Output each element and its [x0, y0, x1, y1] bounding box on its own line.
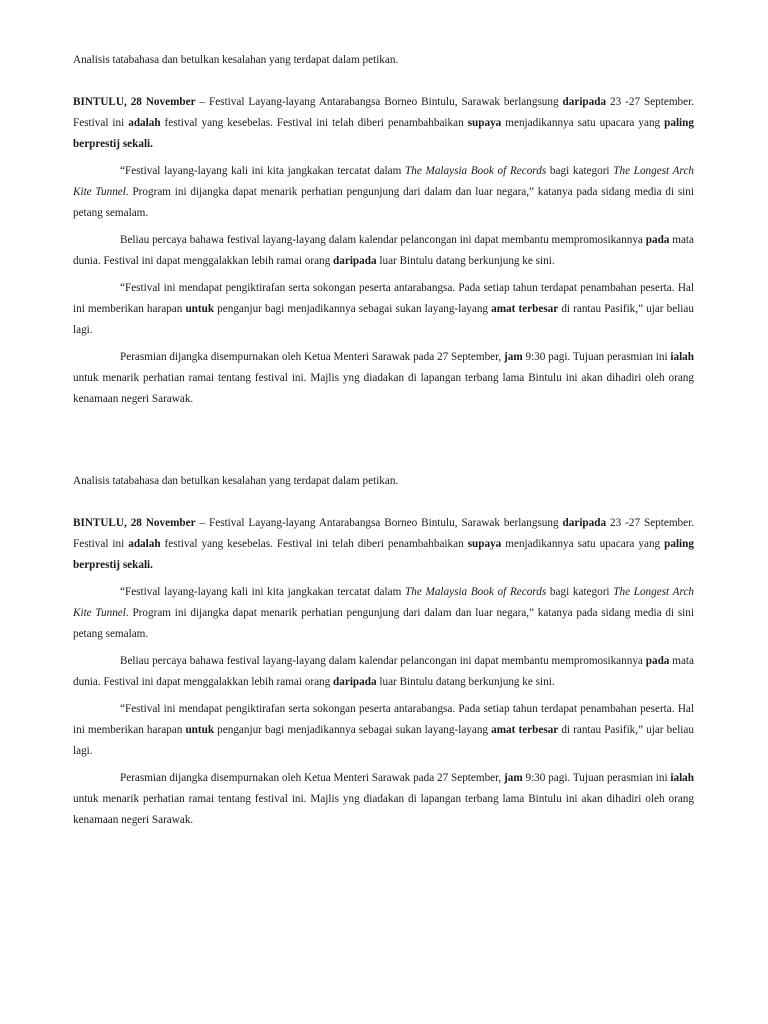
bold-phrase: ialah: [670, 772, 695, 784]
bold-phrase: supaya: [467, 117, 502, 129]
paragraph-1: BINTULU, 28 November – Festival Layang-layang Antarabangsa Borneo Bintulu, Sarawak berlangsung daripada 23 -27 September. Festival ini adalah festival yang kesebelas. Festival ini telah diberi penambahbaikan supaya menjadikannya satu upacara yang paling berprestij sekali.: [73, 517, 695, 571]
paragraph-4: “Festival ini mendapat pengiktirafan serta sokongan peserta antarabangsa. Pada setiap tahun terdapat penambahan peserta. Hal ini memberikan harapan untuk penganjur bagi menjadikannya sebagai sukan layang-layang amat terbesar di rantau Pasifik,” ujar beliau lagi.: [73, 282, 694, 336]
exercise-block-2: [73, 473, 694, 837]
bold-phrase: daripada: [333, 676, 377, 688]
italic-title: The Malaysia Book of Records: [405, 165, 547, 177]
bold-phrase: untuk: [185, 303, 215, 315]
bold-phrase: amat terbesar: [491, 303, 559, 315]
paragraph-2: “Festival layang-layang kali ini kita jangkakan tercatat dalam The Malaysia Book of Records bagi kategori The Longest Arch Kite Tunnel. Program ini dijangka dapat menarik perhatian pengunjung dari dalam dan luar negara,” katanya pada sidang media di sini petang semalam.: [73, 165, 695, 219]
bold-phrase: untuk: [185, 724, 215, 736]
italic-title: The Longest Arch Kite Tunnel: [73, 586, 695, 619]
exercise-block-1: [73, 52, 694, 416]
paragraph-3: Beliau percaya bahawa festival layang-layang dalam kalendar pelancongan ini dapat membantu mempromosikannya pada mata dunia. Festival ini dapat menggalakkan lebih ramai orang daripada luar Bintulu datang berkunjung ke sini.: [73, 655, 694, 688]
bold-phrase: supaya: [467, 538, 502, 550]
bold-phrase: daripada: [333, 255, 377, 267]
paragraph-5: Perasmian dijangka disempurnakan oleh Ketua Menteri Sarawak pada 27 September, jam 9:30 pagi. Tujuan perasmian ini ialah untuk menarik perhatian ramai tentang festival ini. Majlis yng diadakan di lapangan terbang lama Bintulu ini akan dihadiri oleh orang kenamaan negeri Sarawak.: [73, 772, 695, 826]
bold-phrase: paling berprestij sekali.: [73, 538, 694, 571]
paragraph-3: Beliau percaya bahawa festival layang-layang dalam kalendar pelancongan ini dapat membantu mempromosikannya pada mata dunia. Festival ini dapat menggalakkan lebih ramai orang daripada luar Bintulu datang berkunjung ke sini.: [73, 234, 694, 267]
italic-title: The Malaysia Book of Records: [405, 586, 547, 598]
bold-phrase: daripada: [562, 96, 607, 108]
instruction-text: Analisis tatabahasa dan betulkan kesalahan yang terdapat dalam petikan.: [73, 54, 399, 66]
bold-phrase: jam: [504, 351, 523, 363]
bold-phrase: ialah: [670, 351, 695, 363]
bold-phrase: jam: [504, 772, 523, 784]
instruction-text: Analisis tatabahasa dan betulkan kesalahan yang terdapat dalam petikan.: [73, 475, 399, 487]
paragraph-5: Perasmian dijangka disempurnakan oleh Ketua Menteri Sarawak pada 27 September, jam 9:30 pagi. Tujuan perasmian ini ialah untuk menarik perhatian ramai tentang festival ini. Majlis yng diadakan di lapangan terbang lama Bintulu ini akan dihadiri oleh orang kenamaan negeri Sarawak.: [73, 351, 695, 405]
paragraph-2: “Festival layang-layang kali ini kita jangkakan tercatat dalam The Malaysia Book of Records bagi kategori The Longest Arch Kite Tunnel. Program ini dijangka dapat menarik perhatian pengunjung dari dalam dan luar negara,” katanya pada sidang media di sini petang semalam.: [73, 586, 695, 640]
bold-phrase: BINTULU, 28 November: [73, 96, 196, 108]
bold-phrase: adalah: [128, 117, 161, 129]
bold-phrase: pada: [645, 655, 670, 667]
italic-title: The Longest Arch Kite Tunnel: [73, 165, 695, 198]
bold-phrase: daripada: [562, 517, 607, 529]
bold-phrase: BINTULU, 28 November: [73, 517, 196, 529]
bold-phrase: amat terbesar: [491, 724, 559, 736]
bold-phrase: adalah: [128, 538, 161, 550]
bold-phrase: pada: [645, 234, 670, 246]
paragraph-1: BINTULU, 28 November – Festival Layang-layang Antarabangsa Borneo Bintulu, Sarawak berlangsung daripada 23 -27 September. Festival ini adalah festival yang kesebelas. Festival ini telah diberi penambahbaikan supaya menjadikannya satu upacara yang paling berprestij sekali.: [73, 96, 695, 150]
paragraph-4: “Festival ini mendapat pengiktirafan serta sokongan peserta antarabangsa. Pada setiap tahun terdapat penambahan peserta. Hal ini memberikan harapan untuk penganjur bagi menjadikannya sebagai sukan layang-layang amat terbesar di rantau Pasifik,” ujar beliau lagi.: [73, 703, 694, 757]
bold-phrase: paling berprestij sekali.: [73, 117, 694, 150]
